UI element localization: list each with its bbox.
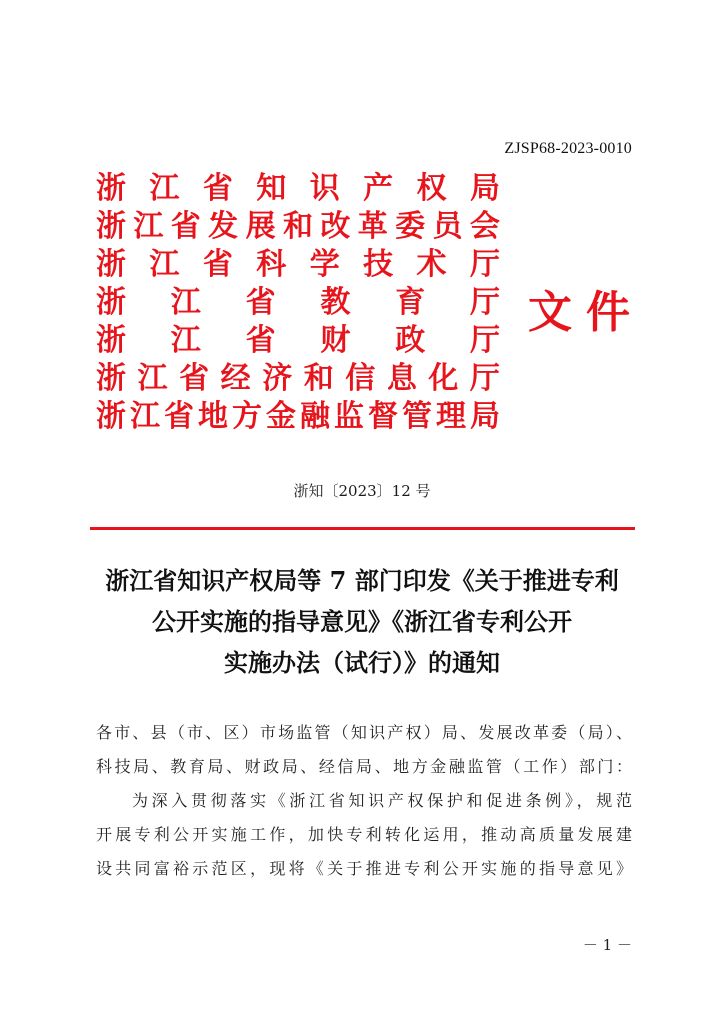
- issuer-char: 浙: [96, 361, 126, 396]
- issuer-name: [96, 208, 500, 246]
- issuer-char: 科: [256, 247, 287, 282]
- issuer-char: 江: [149, 247, 180, 282]
- issuer-char: 委: [395, 209, 426, 244]
- title-line: 公开实施的指导意见》《浙江省专利公开: [152, 607, 572, 636]
- addressee-line: 各市、县（市、区）市场监管（知识产权）局、发展改革委（局）、: [96, 723, 632, 742]
- issuer-char: 江: [133, 209, 164, 244]
- red-divider: [90, 527, 635, 530]
- issuer-char: 和: [303, 361, 334, 396]
- page-number: － 1 －: [582, 936, 632, 954]
- issuer-char: 江: [149, 171, 180, 206]
- body-line: 设共同富裕示范区，现将《关于推进专利公开实施的指导意见》: [96, 859, 632, 878]
- issuer-name: [96, 398, 500, 436]
- issuer-name: [96, 246, 500, 284]
- issuer-char: 融: [300, 399, 330, 434]
- issuer-char: 政: [395, 323, 426, 358]
- body-line: 为深入贯彻落实《浙江省知识产权保护和促进条例》，规范: [132, 791, 632, 810]
- issuer-char: 知: [256, 171, 287, 206]
- issuer-char: 监: [334, 399, 364, 434]
- document-code: ZJSP68-2023-0010: [504, 140, 632, 157]
- issuer-char: 发: [208, 209, 239, 244]
- issuer-char: 省: [164, 399, 194, 434]
- document-label: 文件: [528, 287, 644, 338]
- document-number: 浙知〔2023〕12 号: [293, 482, 431, 500]
- issuer-char: 和: [282, 209, 313, 244]
- issuer-char: 权: [416, 171, 447, 206]
- issuer-char: 局: [470, 399, 500, 434]
- issuer-char: 教: [320, 285, 351, 320]
- issuer-char: 江: [130, 399, 160, 434]
- issuer-name: [96, 322, 500, 360]
- issuer-char: 息: [386, 361, 417, 396]
- issuer-char: 省: [245, 323, 276, 358]
- issuer-char: 省: [245, 285, 276, 320]
- issuer-block: [96, 170, 500, 436]
- issuer-char: 识: [309, 171, 340, 206]
- issuer-char: 学: [309, 247, 340, 282]
- issuer-char: 信: [345, 361, 376, 396]
- issuer-char: 浙: [96, 209, 126, 244]
- issuer-char: 省: [179, 361, 210, 396]
- body-line: 开展专利公开实施工作，加快专利转化运用，推动高质量发展建: [96, 825, 632, 844]
- issuer-char: 浙: [96, 285, 126, 320]
- issuer-char: 济: [262, 361, 293, 396]
- issuer-char: 展: [245, 209, 276, 244]
- issuer-char: 革: [357, 209, 388, 244]
- issuer-char: 省: [202, 247, 233, 282]
- issuer-char: 育: [395, 285, 426, 320]
- issuer-char: 厅: [469, 247, 500, 282]
- issuer-char: 厅: [469, 285, 500, 320]
- issuer-char: 浙: [96, 323, 126, 358]
- issuer-char: 省: [202, 171, 233, 206]
- issuer-char: 江: [137, 361, 168, 396]
- issuer-char: 改: [320, 209, 351, 244]
- issuer-char: 理: [436, 399, 466, 434]
- issuer-char: 浙: [96, 247, 126, 282]
- issuer-char: 局: [469, 171, 500, 206]
- addressee-line: 科技局、教育局、财政局、经信局、地方金融监管（工作）部门：: [96, 757, 632, 776]
- issuer-name: [96, 284, 500, 322]
- issuer-char: 产: [363, 171, 394, 206]
- issuer-name: [96, 360, 500, 398]
- issuer-char: 会: [469, 209, 500, 244]
- issuer-char: 经: [220, 361, 251, 396]
- issuer-char: 江: [170, 323, 201, 358]
- issuer-char: 化: [428, 361, 459, 396]
- issuer-char: 省: [170, 209, 201, 244]
- document-body: [96, 716, 632, 886]
- document-title: [70, 560, 654, 683]
- issuer-char: 财: [320, 323, 351, 358]
- issuer-char: 管: [402, 399, 432, 434]
- issuer-name: [96, 170, 500, 208]
- issuer-char: 金: [266, 399, 296, 434]
- issuer-char: 督: [368, 399, 398, 434]
- issuer-char: 江: [170, 285, 201, 320]
- issuer-char: 厅: [469, 361, 500, 396]
- title-line: 浙江省知识产权局等 7 部门印发《关于推进专利: [105, 566, 619, 595]
- title-line: 实施办法（试行）》的通知: [224, 648, 500, 677]
- issuer-char: 浙: [96, 399, 126, 434]
- issuer-char: 方: [232, 399, 262, 434]
- issuer-char: 浙: [96, 171, 126, 206]
- issuer-char: 术: [416, 247, 447, 282]
- issuer-char: 地: [198, 399, 228, 434]
- issuer-char: 厅: [469, 323, 500, 358]
- issuer-char: 技: [363, 247, 394, 282]
- issuer-char: 员: [432, 209, 463, 244]
